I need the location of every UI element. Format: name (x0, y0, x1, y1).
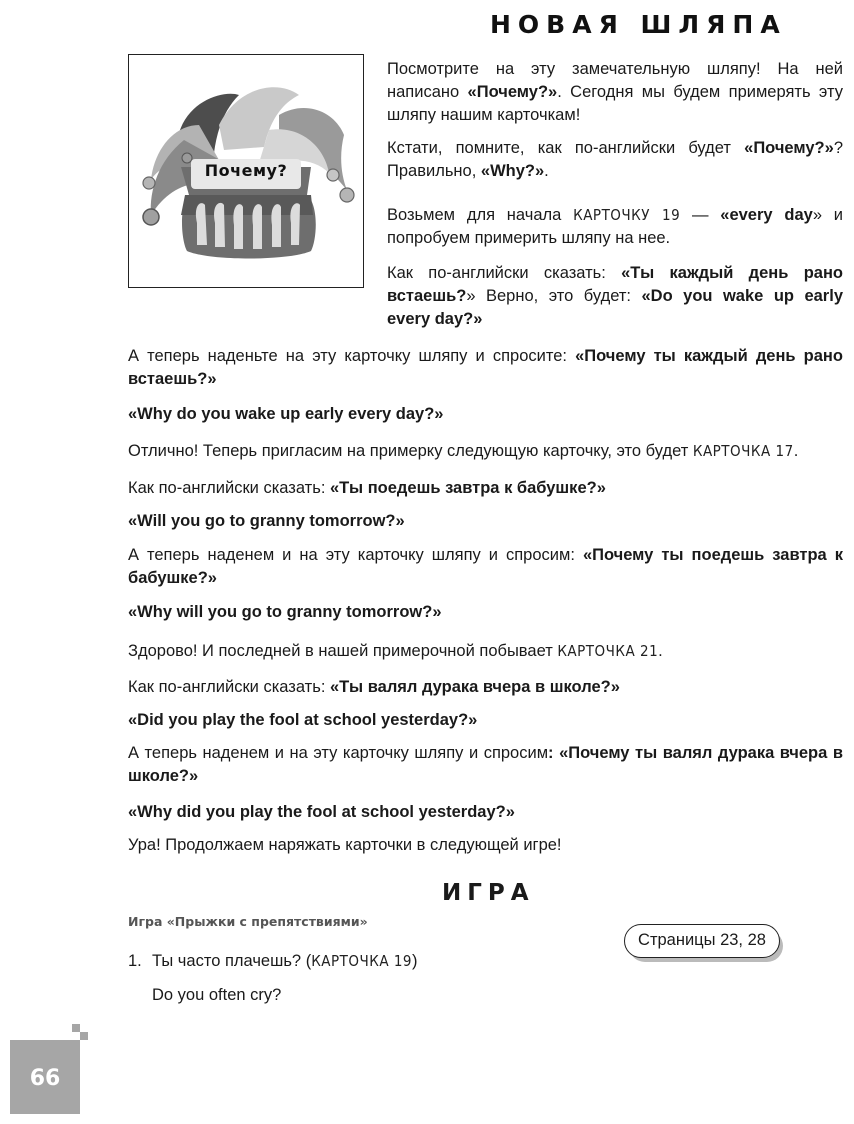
bold-text: «Почему ты поедешь завтра к бабушке?» (128, 546, 843, 587)
body-paragraph (128, 345, 843, 391)
text-run: Здорово! И последней в нашей примерочной побывает (128, 642, 558, 660)
section-title-game: ИГРА (442, 880, 535, 906)
exercise-card-close: ) (412, 952, 418, 970)
body-paragraph (128, 709, 843, 732)
bold-text: «Do you wake up early every day?» (387, 287, 843, 328)
intro-paragraph-2 (387, 137, 843, 183)
body-paragraph (128, 440, 843, 463)
text-run: . Сегодня мы будем примерять эту шляпу нашим карточкам! (387, 83, 843, 124)
bold-text: «Почему?» (467, 83, 558, 101)
text-run: Как по-английски сказать: (387, 264, 622, 282)
page-number-tab (10, 1040, 80, 1114)
intro-paragraph-1 (387, 58, 843, 127)
body-paragraph (128, 834, 843, 857)
body-paragraph (128, 510, 843, 533)
bold-text: «Did you play the fool at school yesterday?» (128, 711, 478, 729)
bold-text: : «Почему ты валял дурака вчера в школе?» (128, 744, 843, 785)
bold-text: «Why did you play the fool at school yesterday?» (128, 803, 515, 821)
text-run: А теперь наденем и на эту карточку шляпу и спросим (128, 744, 549, 762)
bold-text: «Why?» (480, 162, 545, 180)
text-run: » Верно, это будет: (466, 287, 642, 305)
text-run: » и попробуем примерить шляпу на нее. (387, 206, 844, 247)
text-run: Как по-английски сказать: (128, 678, 330, 696)
text-run: Кстати, помните, как по-английски будет (387, 139, 745, 157)
exercise-question-text: Ты часто плачешь? (152, 952, 306, 970)
body-paragraph (128, 601, 843, 624)
body-paragraph (128, 801, 843, 824)
body-paragraph (128, 544, 843, 590)
exercise-card-ref: КАРТОЧКА 19 (311, 952, 413, 970)
text-run: Как по-английски сказать: (128, 479, 330, 497)
text-run: . (544, 162, 549, 180)
exercise-question (152, 952, 418, 971)
text-run: . (658, 642, 663, 660)
bold-text: «Why do you wake up early every day?» (128, 405, 444, 423)
text-run: Возьмем для начала (387, 206, 574, 224)
text-run: — (680, 206, 721, 224)
bold-text: «Will you go to granny tomorrow?» (128, 512, 405, 530)
card-reference: КАРТОЧКА 21 (557, 642, 659, 660)
text-run: Ура! Продолжаем наряжать карточки в следующей игре! (128, 836, 562, 854)
pages-badge: Страницы 23, 28 (624, 924, 780, 958)
body-paragraph (128, 676, 843, 699)
bold-text: «Ты поедешь завтра к бабушке?» (330, 479, 606, 497)
bold-text: «Почему?» (744, 139, 834, 157)
text-run: А теперь наденьте на эту карточку шляпу и спросите: (128, 347, 576, 365)
body-paragraph (128, 477, 843, 500)
bold-text: «every day (720, 206, 813, 224)
body-paragraph (128, 640, 843, 663)
exercise-answer: Do you often cry? (152, 986, 282, 1004)
text-run: . (793, 442, 799, 460)
hat-label: Почему? (204, 161, 288, 180)
page-title: НОВАЯ ШЛЯПА (490, 10, 787, 39)
body-paragraph (128, 403, 843, 426)
bold-text: «Почему ты каждый день рано встаешь?» (128, 347, 843, 388)
exercise-card-open: ( (305, 952, 312, 970)
card-reference: КАРТОЧКУ 19 (573, 206, 681, 224)
text-run: А теперь наденем и на эту карточку шляпу и спросим: (128, 546, 583, 564)
jester-hat-illustration (128, 54, 364, 288)
exercise-number: 1. (128, 952, 142, 970)
bold-text: «Why will you go to granny tomorrow?» (128, 603, 442, 621)
page-number: 66 (29, 1066, 61, 1091)
bold-text: «Ты валял дурака вчера в школе?» (330, 678, 620, 696)
intro-paragraph-4 (387, 262, 843, 331)
game-name: Игра «Прыжки с препятствиями» (128, 914, 368, 929)
body-paragraph (128, 742, 843, 788)
text-run: Посмотрите на эту замечательную шляпу! На ней написано (387, 60, 843, 101)
text-run: Отлично! Теперь пригласим на примерку следующую карточку, это будет (128, 442, 693, 460)
card-reference: КАРТОЧКА 17 (692, 442, 794, 460)
text-run: ? Правильно, (387, 139, 843, 180)
bold-text: «Ты каждый день рано встаешь? (387, 264, 843, 305)
intro-paragraph-3 (387, 204, 843, 250)
